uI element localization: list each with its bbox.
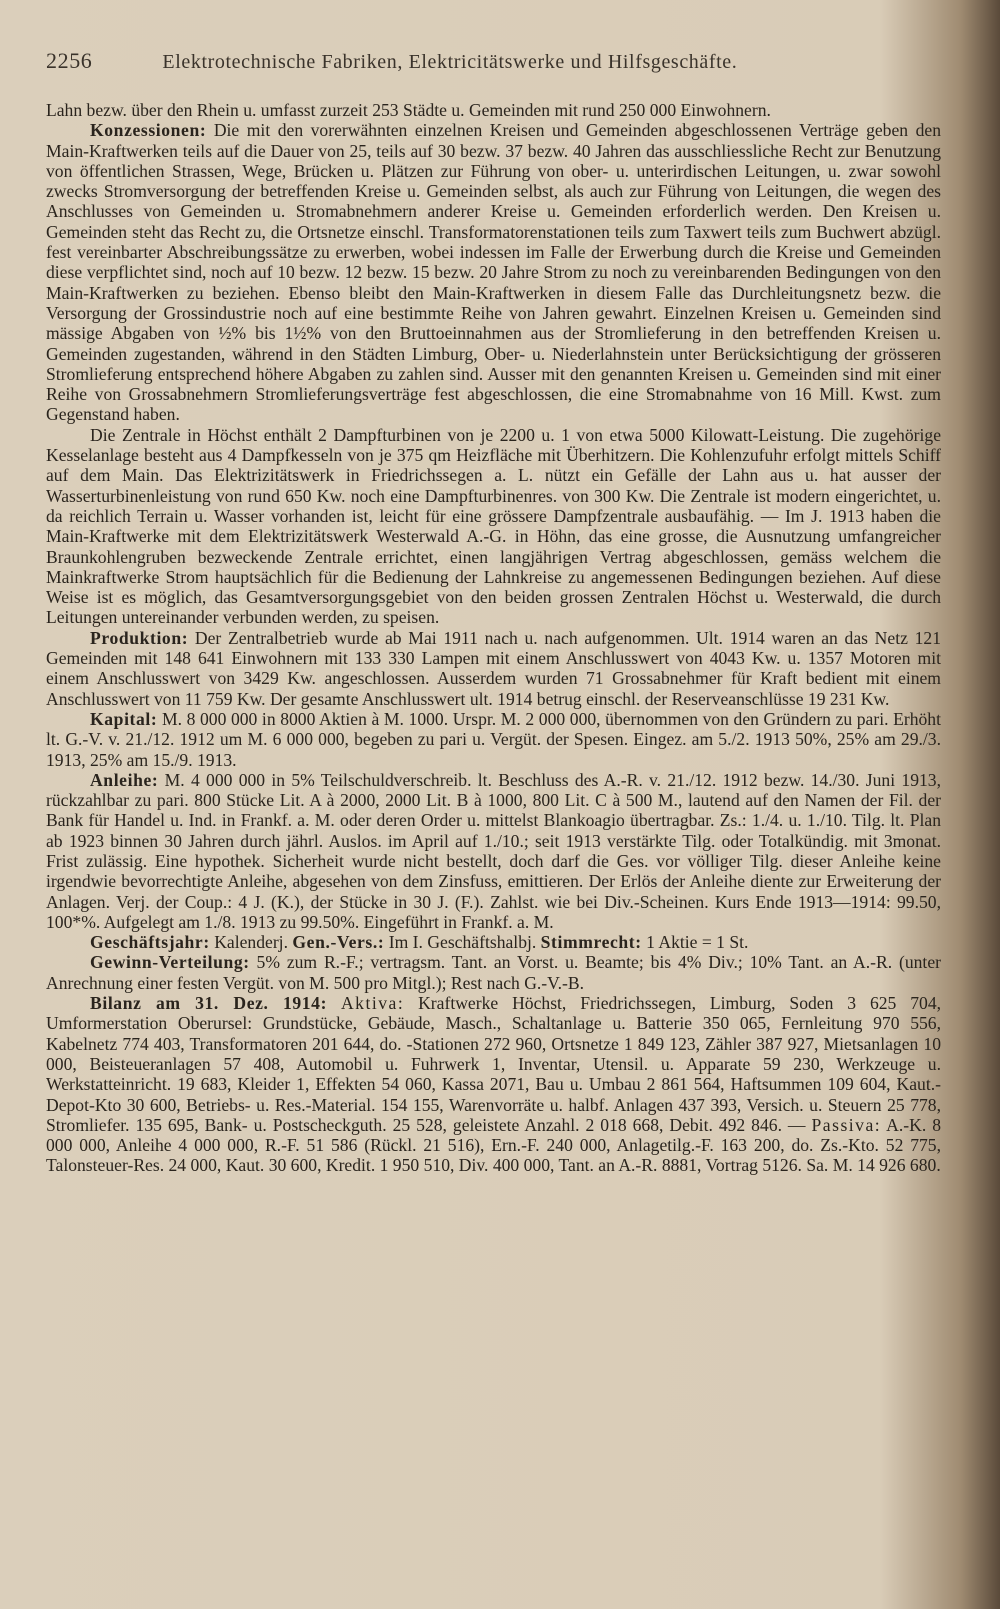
section-label: Gen.-Vers.:	[292, 932, 385, 953]
paragraph-geschaeftsjahr	[46, 932, 941, 952]
paragraph-konzessionen	[46, 120, 941, 424]
running-header	[46, 48, 960, 74]
paragraph-kapital	[46, 709, 941, 770]
running-title: Elektrotechnische Fabriken, Elektricitätswerke und Hilfsgeschäfte.	[162, 51, 738, 73]
paragraph-text: Kalenderj.	[209, 932, 293, 953]
section-label: Produktion:	[90, 627, 189, 648]
paragraph-text: Die mit den vorerwähnten einzelnen Kreisen und Gemeinden abgeschlossenen Verträge geben den Main-Kraftwerken teils auf die Dauer von 25, teils auf 30 bezw. 37 bezw. 40 Jahren das ausschliessliche Recht zur Benutzung von öffentlichen Strassen, Wege, Brücken u. Plätzen zur Führung von ober- u. unterirdischen Leitungen, u. zwar sowohl zwecks Stromversorgung der betreffenden Kreise u. Gemeinden selbst, als auch zur Führung von Leitungen, die wegen des Anschlusses von Gemeinden u. Stromabnehmern anderer Kreise u. Gemeinden erforderlich werden. Den Kreisen u. Gemeinden steht das Recht zu, die Ortsnetze einschl. Transformatorenstationen teils zum Taxwert teils zum Buchwert abzügl. fest vereinbarter Abschreibungssätze zu erwerben, wobei indessen im Falle der Erwerbung durch die Kreise und Gemeinden diese verpflichtet sind, noch auf 10 bezw. 12 bezw. 15 bezw. 20 Jahre Strom zu noch zu vereinbarenden Bedingungen von den Main-Kraftwerken zu beziehen. Ebenso bleibt den Main-Kraftwerken in diesem Falle das Durchleitungsnetz bezw. die Versorgung der Grossindustrie noch auf eine bestimmte Reihe von Jahren gewahrt. Einzelnen Kreisen u. Gemeinden sind mässige Abgaben von ½% bis 1½% von den Bruttoeinnahmen aus der Stromlieferung in den betreffenden Kreisen u. Gemeinden zugestanden, während in den Städten Limburg, Ober- u. Niederlahnstein unter Berücksichtigung der grösseren Stromlieferung entsprechend höhere Abgaben zu zahlen sind. Ausser mit den genannten Kreisen u. Gemeinden sind mit einer Reihe von Grossabnehmern Stromlieferungsverträge fest abgeschlossen, die eine Stromabnahme von 16 Mill. Kwst. zum Gegenstand haben.	[46, 120, 941, 425]
section-label: Geschäftsjahr:	[90, 932, 210, 953]
paragraph-gewinn-verteilung	[46, 952, 941, 993]
paragraph-text: 5% zum R.-F.; vertragsm. Tant. an Vorst. u. Beamte; bis 4% Div.; 10% Tant. an A.-R. (unter Anrechnung einer festen Vergüt. von M. 500 pro Mitgl.); Rest nach G.-V.-B.	[46, 952, 941, 993]
paragraph-bilanz	[46, 993, 941, 1176]
paragraph-text: Kraftwerke Höchst, Friedrichssegen, Limburg, Soden 3 625 704, Umformerstation Oberursel: Grundstücke, Gebäude, Masch., Schaltanlage u. Batterie 350 065, Fernleitung 970 556, Kabelnetz 774 403, Transformatoren 201 644, do. -Stationen 272 960, Ortsnetze 1 849 123, Zähler 387 927, Mietsanlagen 10 000, Beisteueranlagen 57 408, Automobil u. Fuhrwerk 1, Inventar, Utensil. u. Apparate 59 230, Werkzeuge u. Werkstatteinricht. 19 683, Kleider 1, Effekten 54 060, Kassa 2071, Bau u. Umbau 2 861 564, Haftsummen 109 604, Kaut.-Depot-Kto 30 600, Betriebs- u. Res.-Material. 154 155, Warenvorräte u. halbf. Anlagen 437 393, Versich. u. Steuern 25 778, Stromliefer. 135 695, Bank- u. Postscheckguth. 25 528, geleistete Anzahl. 2 018 668, Debit. 492 846. —	[46, 993, 942, 1135]
section-label: Bilanz am 31. Dez. 1914:	[90, 993, 328, 1014]
paragraph-intro	[46, 100, 941, 120]
paragraph-text: Die Zentrale in Höchst enthält 2 Dampfturbinen von je 2200 u. 1 von etwa 5000 Kilowatt-Leistung. Die zugehörige Kesselanlage besteht aus 4 Dampfkesseln von je 375 qm Heizfläche mit Überhitzern. Die Kohlenzufuhr erfolgt mittels Schiff auf dem Main. Das Elektrizitätswerk in Friedrichssegen a. L. nützt ein Gefälle der Lahn aus u. hat ausser der Wasserturbinenleistung von rund 650 Kw. noch eine Dampfturbinenres. von 300 Kw. Die Zentrale ist modern eingerichtet, u. da reichlich Terrain u. Wasser vorhanden ist, leicht für eine grössere Dampfzentrale ausbaufähig. — Im J. 1913 haben die Main-Kraftwerke mit dem Elektrizitätswerk Westerwald A.-G. in Höhn, das eine grosse, die Ausnutzung umfangreicher Braunkohlengruben bezweckende Zentrale errichtet, einen langjährigen Vertrag abgeschlossen, gemäss welchem die Mainkraftwerke Strom hauptsächlich für die Bedienung der Lahnkreise zu angemessenen Bedingungen beziehen. Auf diese Weise ist es möglich, das Gesamtversorgungsgebiet von den beiden grossen Zentralen Höchst u. Westerwald, die durch Leitungen untereinander verbunden werden, zu speisen.	[46, 424, 941, 628]
paragraph-text: A.-K. 8 000 000, Anleihe 4 000 000, R.-F. 51 586 (Rückl. 21 516), Ern.-F. 240 000, Anlagetilg.-F. 163 200, do. Zs.-Kto. 52 775, Talonsteuer-Res. 24 000, Kaut. 30 600, Kredit. 1 950 510, Div. 400 000, Tant. an A.-R. 8881, Vortrag 5126. Sa. M. 14 926 680.	[46, 1114, 941, 1176]
section-label: Gewinn-Verteilung:	[90, 952, 250, 973]
section-label: Anleihe:	[90, 769, 159, 790]
paragraph-text: M. 4 000 000 in 5% Teilschuldverschreib. lt. Beschluss des A.-R. v. 21./12. 1912 bezw. 14./30. Juni 1913, rückzahlbar zu pari. 800 Stücke Lit. A à 2000, 2000 Lit. B à 1000, 800 Lit. C à 500 M., lautend auf den Namen der Fil. der Bank für Handel u. Ind. in Frankf. a. M. oder deren Order u. mittelst Blankoagio übertragbar. Zs.: 1./4. u. 1./10. Tilg. lt. Plan ab 1923 binnen 30 Jahren durch jährl. Auslos. im April auf 1./10.; seit 1913 verstärkte Tilg. oder Totalkündig. mit 3monat. Frist zulässig. Eine hypothek. Sicherheit wurde nicht bestellt, doch darf die Ges. vor völliger Tilg. dieser Anleihe keine irgendwie bevorrechtigte Anleihe, abgesehen von dem Zinsfuss, emittieren. Der Erlös der Anleihe diente zur Erweiterung der Anlagen. Verj. der Coup.: 4 J. (K.), der Stücke in 30 J. (F.). Zahlst. wie bei Div.-Scheinen. Kurs Ende 1913—1914: 99.50, 100*%. Aufgelegt am 1./8. 1913 zu 99.50%. Eingeführt in Frankf. a. M.	[46, 769, 941, 932]
paragraph-produktion	[46, 628, 941, 709]
paragraph-text: Im I. Geschäftshalbj.	[384, 932, 541, 953]
article-body	[46, 100, 941, 1176]
paragraph-anleihe	[46, 770, 941, 932]
paragraph-text: Lahn bezw. über den Rhein u. umfasst zurzeit 253 Städte u. Gemeinden mit rund 250 000 Einwohnern.	[46, 100, 771, 120]
paragraph-text: 1 Aktie = 1 St.	[641, 932, 749, 953]
section-label: Stimmrecht:	[540, 932, 642, 953]
paragraph-text: M. 8 000 000 in 8000 Aktien à M. 1000. Urspr. M. 2 000 000, übernommen von den Gründern zu pari. Erhöht lt. G.-V. v. 21./12. 1912 um M. 6 000 000, begeben zu pari u. Vergüt. der Spesen. Eingez. am 5./2. 1913 50%, 25% am 29./3. 1913, 25% am 15./9. 1913.	[46, 708, 941, 770]
aktiva-label: Aktiva:	[340, 993, 405, 1014]
paragraph-zentrale	[46, 425, 941, 628]
page-number: 2256	[46, 48, 93, 73]
section-label: Kapital:	[90, 708, 158, 729]
section-label: Konzessionen:	[90, 120, 207, 141]
paragraph-text: Der Zentralbetrieb wurde ab Mai 1911 nach u. nach aufgenommen. Ult. 1914 waren an das Netz 121 Gemeinden mit 148 641 Einwohnern mit 133 330 Lampen mit einem Anschlusswert von 4043 Kw. u. 1357 Motoren mit einem Anschlusswert von 3429 Kw. angeschlossen. Ausserdem wurden 71 Grossabnehmer für Kraft bedient mit einem Anschlusswert von 11 759 Kw. Der gesamte Anschlusswert ult. 1914 betrug einschl. der Reserveanschlüsse 19 231 Kw.	[46, 627, 941, 709]
passiva-label: Passiva:	[811, 1114, 882, 1135]
